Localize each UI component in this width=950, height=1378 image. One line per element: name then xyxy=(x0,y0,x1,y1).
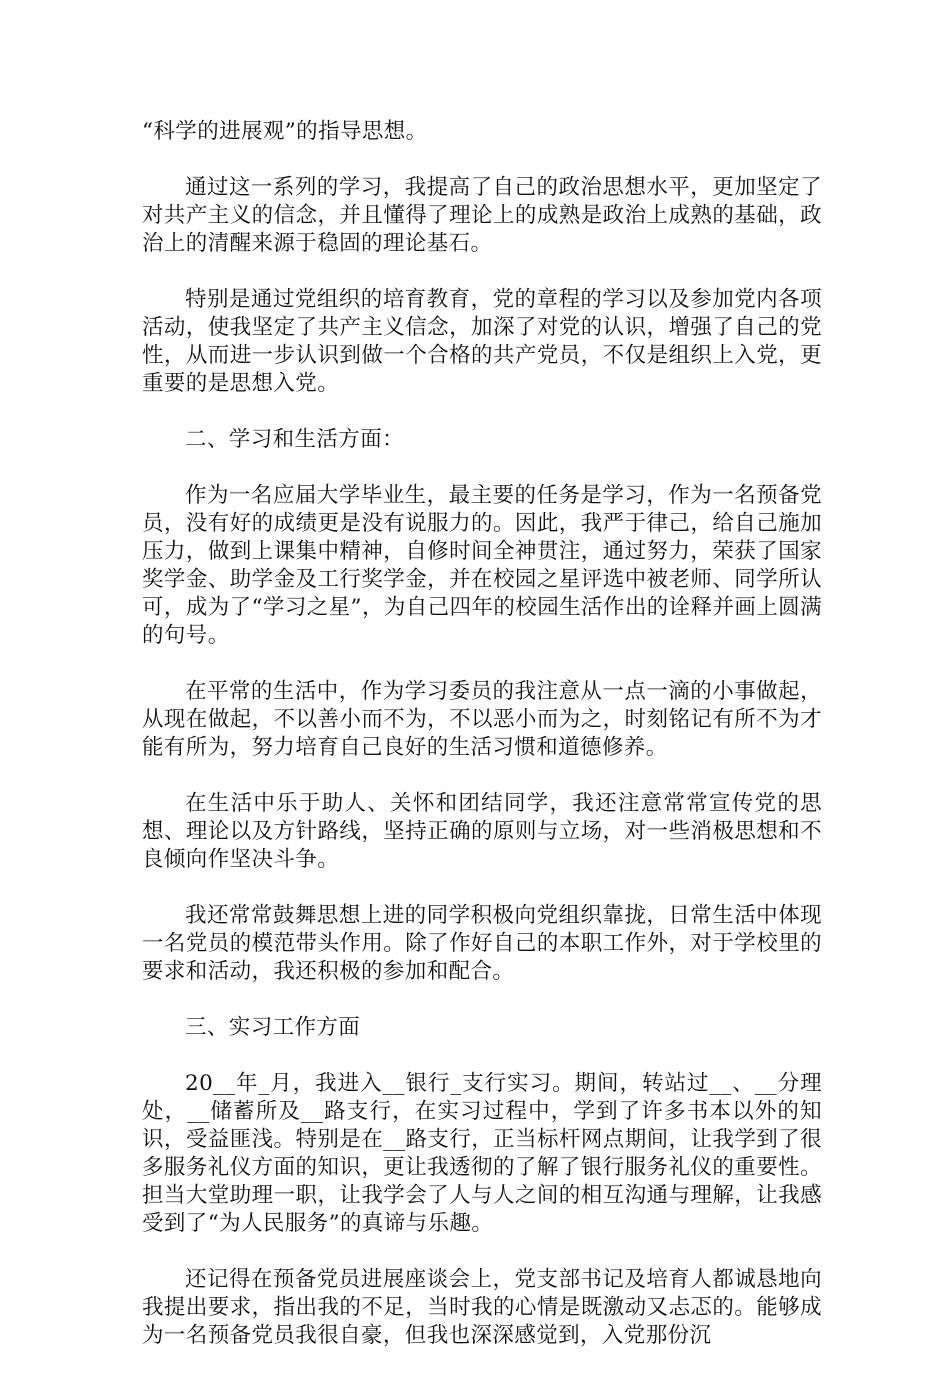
paragraph-6: 在平常的生活中，作为学习委员的我注意从一点一滴的小事做起，从现在做起，不以善小而不为，不以恶小而为之，时刻铭记有所不为才能有所为，努力培育自己良好的生活习惯和道德修养。 xyxy=(142,679,822,760)
paragraph-5: 作为一名应届大学毕业生，最主要的任务是学习，作为一名预备党员，没有好的成绩更是没有说服力的。因此，我严于律己，给自己施加压力，做到上课集中精神，自修时间全神贯注，通过努力，荣获了国家奖学金、助学金及工行奖学金，并在校园之星评选中被老师、同学所认可，成为了“学习之星”，为自己四年的校园生活作出的诠释并画上圆满的句号。 xyxy=(142,483,822,648)
paragraph-10: 20__年_月，我进入__银行_支行实习。期间，转站过__、__分理处，__储蓄所及__路支行，在实习过程中，学到了许多书本以外的知识，受益匪浅。特别是在__路支行，正当标杆网点期间，让我学到了很多服务礼仪方面的知识，更让我透彻的了解了银行服务礼仪的重要性。担当大堂助理一职，让我学会了人与人之间的相互沟通与理解，让我感受到了“为人民服务”的真谛与乐趣。 xyxy=(142,1071,822,1236)
paragraph-1: “科学的进展观”的指导思想。 xyxy=(142,119,428,144)
section-heading-internship: 三、实习工作方面 xyxy=(185,1015,361,1040)
paragraph-7: 在生活中乐于助人、关怀和团结同学，我还注意常常宣传党的思想、理论以及方针路线，坚持正确的原则与立场，对一些消极思想和不良倾向作坚决斗争。 xyxy=(142,791,822,872)
paragraph-8: 我还常常鼓舞思想上进的同学积极向党组织靠拢，日常生活中体现一名党员的模范带头作用。除了作好自己的本职工作外，对于学校里的要求和活动，我还积极的参加和配合。 xyxy=(142,903,822,984)
paragraph-11: 还记得在预备党员进展座谈会上，党支部书记及培育人都诚恳地向我提出要求，指出我的不足，当时我的心情是既激动又忐忑的。能够成为一名预备党员我很自豪，但我也深深感觉到，入党那份沉 xyxy=(142,1267,822,1348)
paragraph-3: 特别是通过党组织的培育教育，党的章程的学习以及参加党内各项活动，使我坚定了共产主义信念，加深了对党的认识，增强了自己的党性，从而进一步认识到做一个合格的共产党员，不仅是组织上入党，更重要的是思想入党。 xyxy=(142,287,822,396)
section-heading-study-life: 二、学习和生活方面： xyxy=(185,427,405,452)
document-body xyxy=(142,118,822,1378)
paragraph-2: 通过这一系列的学习，我提高了自己的政治思想水平，更加坚定了对共产主义的信念，并且懂得了理论上的成熟是政治上成熟的基础，政治上的清醒来源于稳固的理论基石。 xyxy=(142,175,822,256)
